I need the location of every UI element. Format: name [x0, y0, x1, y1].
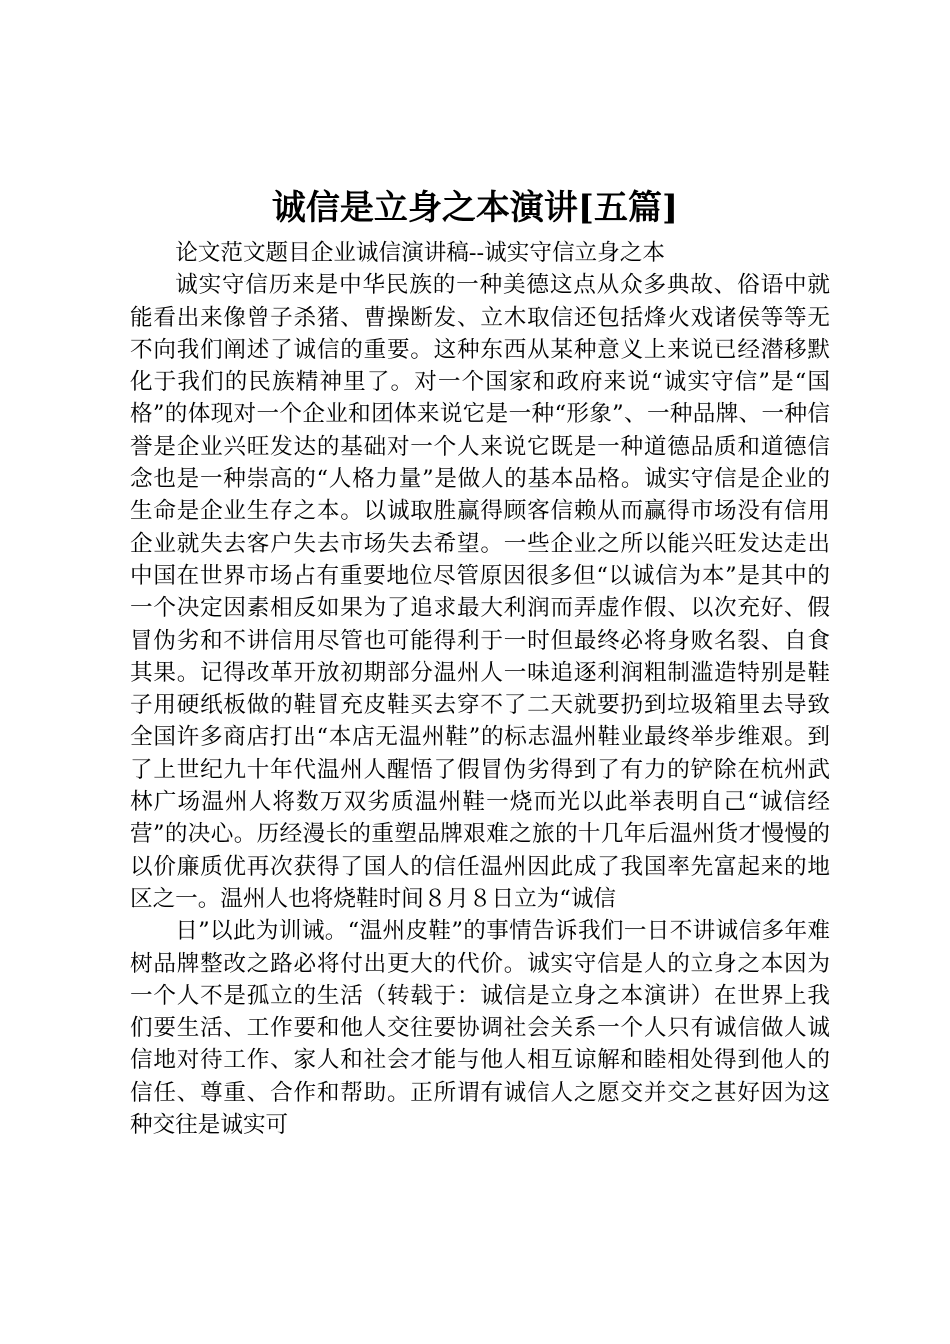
- paragraph-continuation: 日”以此为训诫。“温州皮鞋”的事情告诉我们一日不讲诚信多年难树品牌整改之路必将付出更大的代价。诚实守信是人的立身之本因为一个人不是孤立的生活（转载于：诚信是立身之本演讲）在世界上我们要生活、工作要和他人交往要协调社会关系一个人只有诚信做人诚信地对待工作、家人和社会才能与他人相互谅解和睦相处得到他人的信任、尊重、合作和帮助。正所谓有诚信人之愿交并交之甚好因为这种交往是诚实可: [130, 918, 830, 1139]
- paragraph-main: 诚实守信历来是中华民族的一种美德这点从众多典故、俗语中就能看出来像曾子杀猪、曹操断发、立木取信还包括烽火戏诸侯等等无不向我们阐述了诚信的重要。这种东西从某种意义上来说已经潜移默化于我们的民族精神里了。对一个国家和政府来说“诚实守信”是“国格”的体现对一个企业和团体来说它是一种“形象”、一种品牌、一种信誉是企业兴旺发达的基础对一个人来说它既是一种道德品质和道德信念也是一种崇高的“人格力量”是做人的基本品格。诚实守信是企业的生命是企业生存之本。以诚取胜赢得顾客信赖从而赢得市场没有信用企业就失去客户失去市场失去希望。一些企业之所以能兴旺发达走出中国在世界市场占有重要地位尽管原因很多但“以诚信为本”是其中的一个决定因素相反如果为了追求最大利润而弄虚作假、以次充好、假冒伪劣和不讲信用尽管也可能得利于一时但最终必将身败名裂、自食其果。记得改革开放初期部分温州人一味追逐利润粗制滥造特别是鞋子用硬纸板做的鞋冒充皮鞋买去穿不了二天就要扔到垃圾箱里去导致全国许多商店打出“本店无温州鞋”的标志温州鞋业最终举步维艰。到了上世纪九十年代温州人醒悟了假冒伪劣得到了有力的铲除在杭州武林广场温州人将数万双劣质温州鞋一烧而光以此举表明自己“诚信经营”的决心。历经漫长的重塑品牌艰难之旅的十几年后温州货才慢慢的以价廉质优再次获得了国人的信任温州因此成了我国率先富起来的地区之一。温州人也将烧鞋时间８月８日立为“诚信: [130, 272, 830, 912]
- paragraph-subtitle: 论文范文题目企业诚信演讲稿--诚实守信立身之本: [175, 240, 665, 266]
- document-title: 诚信是立身之本演讲[五篇]: [271, 188, 679, 228]
- document-body: [130, 237, 830, 1141]
